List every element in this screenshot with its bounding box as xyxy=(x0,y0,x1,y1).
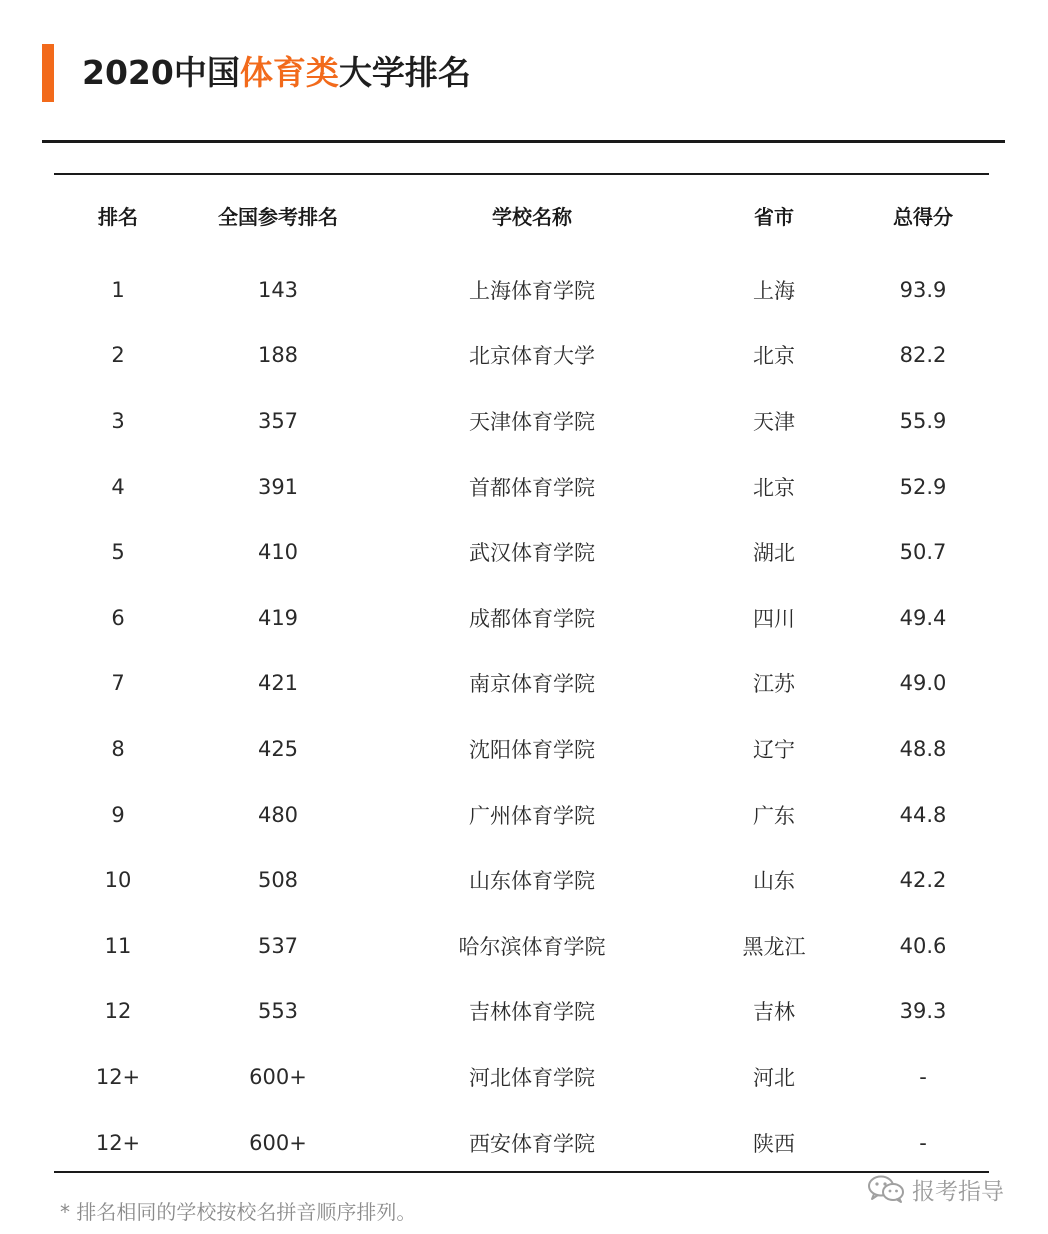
rank-cell: 12+ xyxy=(95,1064,141,1089)
ranking-table xyxy=(54,175,989,1175)
national-rank-cell: 600+ xyxy=(249,1064,307,1089)
total-score-cell: 50.7 xyxy=(899,540,947,565)
rank-cell: 4 xyxy=(111,474,125,499)
rank-cell: 2 xyxy=(111,343,125,368)
rank-cell: 1 xyxy=(111,277,125,302)
page-title xyxy=(82,48,471,98)
school-name-cell: 首都体育学院 xyxy=(469,475,595,500)
province-cell: 天津 xyxy=(753,409,795,434)
watermark xyxy=(866,1170,1004,1208)
total-score-cell: 55.9 xyxy=(899,408,947,433)
national-rank-cell: 419 xyxy=(257,605,299,630)
school-name-cell: 成都体育学院 xyxy=(469,606,595,631)
watermark-text: 报考指导 xyxy=(912,1178,1004,1205)
total-score-cell: 44.8 xyxy=(899,802,947,827)
header-school-name: 学校名称 xyxy=(492,204,572,229)
total-score-cell: 39.3 xyxy=(899,999,947,1024)
table-row xyxy=(54,782,989,848)
table-body xyxy=(54,257,989,1175)
total-score-cell: 49.4 xyxy=(899,605,947,630)
province-cell: 辽宁 xyxy=(753,737,795,762)
school-name-cell: 武汉体育学院 xyxy=(469,541,595,566)
table-bottom-rule xyxy=(54,1171,989,1173)
rank-cell: 6 xyxy=(111,605,125,630)
table-row xyxy=(54,454,989,520)
header-national-rank: 全国参考排名 xyxy=(218,204,338,229)
total-score-cell: - xyxy=(919,1130,927,1155)
table-row xyxy=(54,1044,989,1110)
national-rank-cell: 553 xyxy=(257,999,299,1024)
total-score-cell: 40.6 xyxy=(899,933,947,958)
table-row xyxy=(54,323,989,389)
national-rank-cell: 425 xyxy=(257,736,299,761)
header-total-score: 总得分 xyxy=(893,204,953,229)
rank-cell: 3 xyxy=(111,408,125,433)
province-cell: 广东 xyxy=(753,803,795,828)
table-row xyxy=(54,847,989,913)
total-score-cell: 82.2 xyxy=(899,343,947,368)
province-cell: 四川 xyxy=(753,606,795,631)
total-score-cell: - xyxy=(919,1064,927,1089)
school-name-cell: 吉林体育学院 xyxy=(469,1000,595,1025)
title-highlight: 体育类 xyxy=(239,53,339,92)
national-rank-cell: 600+ xyxy=(249,1130,307,1155)
national-rank-cell: 480 xyxy=(257,802,299,827)
school-name-cell: 河北体育学院 xyxy=(469,1065,595,1090)
province-cell: 湖北 xyxy=(753,541,795,566)
total-score-cell: 49.0 xyxy=(899,671,947,696)
table-row xyxy=(54,913,989,979)
footnote: * 排名相同的学校按校名拼音顺序排列。 xyxy=(60,1200,417,1224)
rank-cell: 12 xyxy=(104,999,132,1024)
province-cell: 吉林 xyxy=(753,1000,795,1025)
table-row xyxy=(54,388,989,454)
school-name-cell: 山东体育学院 xyxy=(469,869,595,894)
header-province: 省市 xyxy=(754,204,794,229)
school-name-cell: 北京体育大学 xyxy=(469,344,595,369)
national-rank-cell: 357 xyxy=(257,408,299,433)
table-row xyxy=(54,1110,989,1176)
rank-cell: 8 xyxy=(111,736,125,761)
rank-cell: 11 xyxy=(104,933,132,958)
title-prefix: 2020中国 xyxy=(82,53,240,92)
national-rank-cell: 188 xyxy=(257,343,299,368)
total-score-cell: 48.8 xyxy=(899,736,947,761)
rank-cell: 12+ xyxy=(95,1130,141,1155)
national-rank-cell: 391 xyxy=(257,474,299,499)
province-cell: 黑龙江 xyxy=(742,934,806,959)
national-rank-cell: 421 xyxy=(257,671,299,696)
province-cell: 陕西 xyxy=(753,1131,795,1156)
school-name-cell: 哈尔滨体育学院 xyxy=(458,934,606,959)
table-header-row xyxy=(54,175,989,255)
table-row xyxy=(54,716,989,782)
province-cell: 山东 xyxy=(753,869,795,894)
province-cell: 北京 xyxy=(753,344,795,369)
national-rank-cell: 508 xyxy=(257,868,299,893)
title-divider xyxy=(42,140,1005,143)
table-row xyxy=(54,257,989,323)
school-name-cell: 天津体育学院 xyxy=(469,409,595,434)
national-rank-cell: 410 xyxy=(257,540,299,565)
header-rank: 排名 xyxy=(98,204,138,229)
title-suffix: 大学排名 xyxy=(338,53,471,92)
rank-cell: 7 xyxy=(111,671,125,696)
table-row xyxy=(54,585,989,651)
total-score-cell: 42.2 xyxy=(899,868,947,893)
rank-cell: 5 xyxy=(111,540,125,565)
school-name-cell: 西安体育学院 xyxy=(469,1131,595,1156)
wechat-icon xyxy=(866,1174,906,1204)
total-score-cell: 52.9 xyxy=(899,474,947,499)
province-cell: 上海 xyxy=(753,278,795,303)
school-name-cell: 广州体育学院 xyxy=(469,803,595,828)
province-cell: 河北 xyxy=(753,1065,795,1090)
school-name-cell: 沈阳体育学院 xyxy=(469,737,595,762)
table-row xyxy=(54,519,989,585)
total-score-cell: 93.9 xyxy=(899,277,947,302)
school-name-cell: 上海体育学院 xyxy=(469,278,595,303)
province-cell: 北京 xyxy=(753,475,795,500)
table-row xyxy=(54,979,989,1045)
table-row xyxy=(54,651,989,717)
rank-cell: 9 xyxy=(111,802,125,827)
national-rank-cell: 537 xyxy=(257,933,299,958)
school-name-cell: 南京体育学院 xyxy=(469,672,595,697)
title-accent-bar xyxy=(42,44,54,102)
national-rank-cell: 143 xyxy=(257,277,299,302)
province-cell: 江苏 xyxy=(753,672,795,697)
rank-cell: 10 xyxy=(104,868,132,893)
